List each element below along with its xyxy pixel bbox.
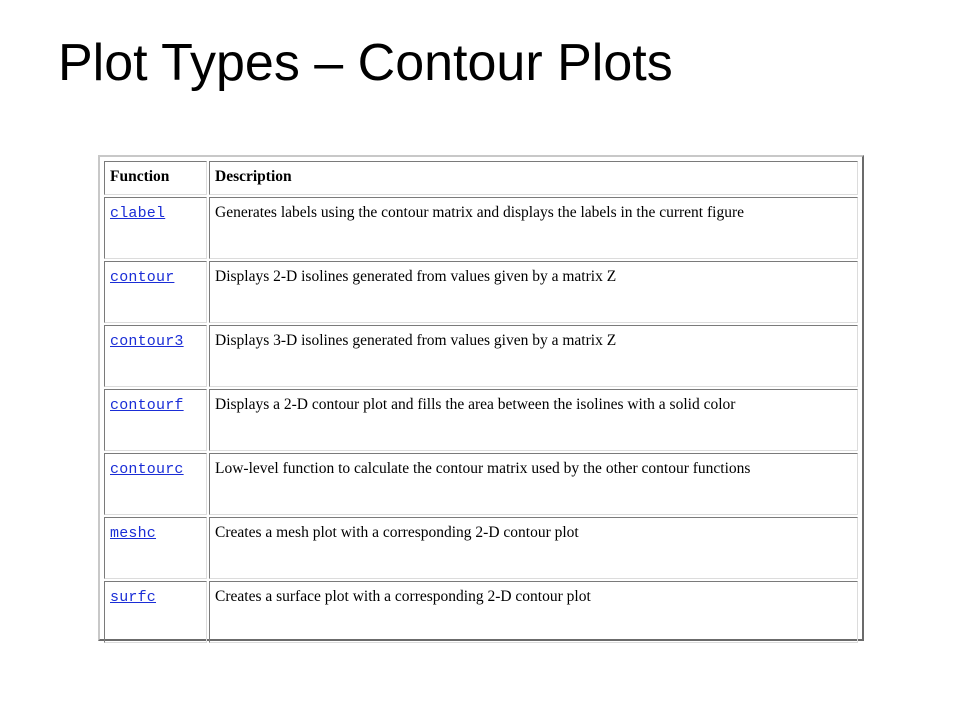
table-row <box>104 325 858 387</box>
function-link-meshc[interactable]: meshc <box>110 525 157 542</box>
table-header-row <box>104 161 858 195</box>
function-cell <box>104 261 207 323</box>
description-cell: Displays 3-D isolines generated from values given by a matrix Z <box>209 325 858 387</box>
function-link-contour[interactable]: contour <box>110 269 175 286</box>
function-cell <box>104 325 207 387</box>
description-cell: Low-level function to calculate the contour matrix used by the other contour functions <box>209 453 858 515</box>
table-row <box>104 389 858 451</box>
table-row <box>104 581 858 643</box>
function-table-frame <box>98 155 864 641</box>
header-description: Description <box>209 161 858 195</box>
function-link-contourf[interactable]: contourf <box>110 397 184 414</box>
description-cell: Creates a surface plot with a corresponding 2-D contour plot <box>209 581 858 643</box>
table-row <box>104 517 858 579</box>
description-cell: Creates a mesh plot with a corresponding 2-D contour plot <box>209 517 858 579</box>
function-cell <box>104 197 207 259</box>
function-link-clabel[interactable]: clabel <box>110 205 166 222</box>
page-title: Plot Types – Contour Plots <box>58 34 673 92</box>
header-function: Function <box>104 161 207 195</box>
function-table <box>102 159 860 645</box>
table-row <box>104 453 858 515</box>
function-cell <box>104 389 207 451</box>
description-cell: Generates labels using the contour matrix and displays the labels in the current figure <box>209 197 858 259</box>
function-link-contourc[interactable]: contourc <box>110 461 184 478</box>
function-cell <box>104 517 207 579</box>
function-cell <box>104 453 207 515</box>
function-link-surfc[interactable]: surfc <box>110 589 157 606</box>
description-cell: Displays 2-D isolines generated from values given by a matrix Z <box>209 261 858 323</box>
table-row <box>104 197 858 259</box>
description-cell: Displays a 2-D contour plot and fills the area between the isolines with a solid color <box>209 389 858 451</box>
function-link-contour3[interactable]: contour3 <box>110 333 184 350</box>
function-cell <box>104 581 207 643</box>
table-row <box>104 261 858 323</box>
